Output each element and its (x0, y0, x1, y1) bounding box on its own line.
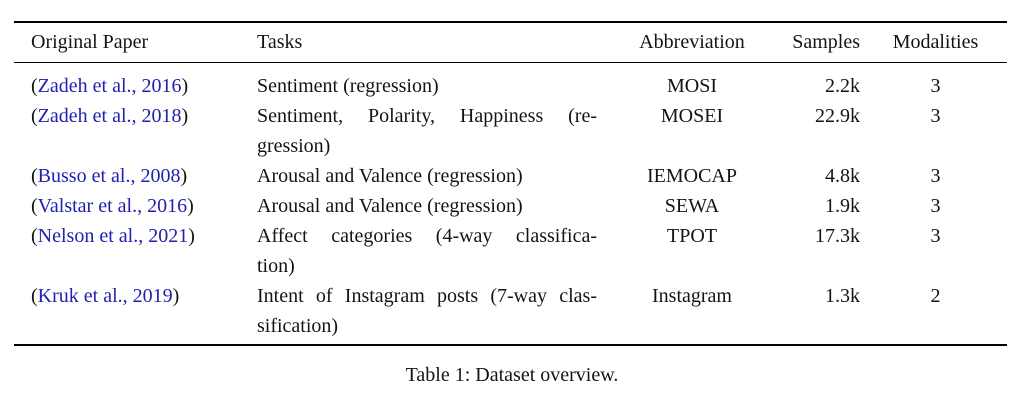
citation-link[interactable]: Kruk et al., 2019 (37, 285, 173, 307)
cell-tasks (244, 71, 600, 101)
task-line: Affect categories (4-way classifica- (257, 225, 597, 247)
citation-paren-close: ) (181, 75, 189, 97)
citation-paren-close: ) (180, 165, 188, 187)
column-header-modalities: Modalities (892, 31, 979, 53)
cell-tasks (244, 161, 600, 191)
citation-paren-open: ( (31, 105, 38, 127)
cell-tasks (244, 221, 600, 281)
table-row (14, 161, 1007, 191)
cell-original-paper (14, 71, 244, 101)
cell-samples: 2.2k (825, 75, 860, 97)
cell-abbreviation: IEMOCAP (646, 165, 737, 187)
table-row (14, 101, 1007, 161)
table-caption: Table 1: Dataset overview. (405, 364, 619, 386)
cell-samples: 1.3k (825, 285, 860, 307)
cell-abbreviation: TPOT (667, 225, 717, 247)
cell-samples: 22.9k (815, 105, 860, 127)
task-line: Arousal and Valence (regression) (257, 165, 523, 187)
citation-paren-close: ) (187, 195, 194, 217)
task-line: Arousal and Valence (regression) (257, 195, 523, 217)
cell-modalities: 3 (930, 195, 941, 217)
dataset-table (14, 21, 1007, 346)
citation-paren-open: ( (31, 75, 38, 97)
table-row (14, 281, 1007, 341)
task-line: tion) (257, 255, 295, 277)
cell-original-paper (14, 281, 244, 311)
column-header-tasks: Tasks (257, 31, 303, 53)
cell-samples: 4.8k (825, 165, 860, 187)
cell-original-paper (14, 221, 244, 251)
citation-link[interactable]: Zadeh et al., 2018 (37, 105, 182, 127)
table-bottom-rule (14, 344, 1007, 346)
cell-abbreviation: SEWA (664, 195, 720, 217)
citation-link[interactable]: Valstar et al., 2016 (37, 195, 188, 217)
task-line: Sentiment (regression) (257, 75, 439, 97)
task-line: Sentiment, Polarity, Happiness (re- (257, 105, 597, 127)
cell-abbreviation: MOSEI (660, 105, 724, 127)
cell-modalities: 2 (930, 285, 941, 307)
cell-modalities: 3 (930, 105, 941, 127)
citation-link[interactable]: Nelson et al., 2021 (37, 225, 189, 247)
table-body (14, 63, 1007, 344)
citation-paren-open: ( (31, 165, 38, 187)
citation-link[interactable]: Zadeh et al., 2016 (37, 75, 182, 97)
cell-modalities: 3 (930, 165, 941, 187)
cell-samples: 17.3k (815, 225, 860, 247)
cell-original-paper (14, 101, 244, 131)
citation-paren-open: ( (31, 195, 38, 217)
citation-paren-open: ( (31, 285, 38, 307)
table-row (14, 221, 1007, 281)
cell-modalities: 3 (930, 75, 941, 97)
column-header-abbreviation: Abbreviation (639, 31, 745, 53)
column-header-samples: Samples (792, 31, 860, 53)
cell-tasks (244, 101, 600, 161)
table-row (14, 191, 1007, 221)
task-line: sification) (257, 315, 339, 337)
cell-abbreviation: Instagram (652, 285, 732, 307)
task-line: Intent of Instagram posts (7-way clas- (257, 285, 597, 307)
citation-paren-open: ( (31, 225, 38, 247)
cell-modalities: 3 (930, 225, 941, 247)
cell-original-paper (14, 191, 244, 221)
cell-tasks (244, 191, 600, 221)
cell-original-paper (14, 161, 244, 191)
citation-paren-close: ) (188, 225, 195, 247)
citation-paren-close: ) (172, 285, 180, 307)
citation-link[interactable]: Busso et al., 2008 (37, 165, 181, 187)
cell-abbreviation: MOSI (666, 75, 717, 97)
cell-samples: 1.9k (825, 195, 860, 217)
table-row (14, 71, 1007, 101)
task-line: gression) (257, 135, 331, 157)
citation-paren-close: ) (181, 105, 189, 127)
cell-tasks (244, 281, 600, 341)
column-header-original-paper: Original Paper (31, 31, 149, 53)
table-header-row (14, 23, 1007, 62)
